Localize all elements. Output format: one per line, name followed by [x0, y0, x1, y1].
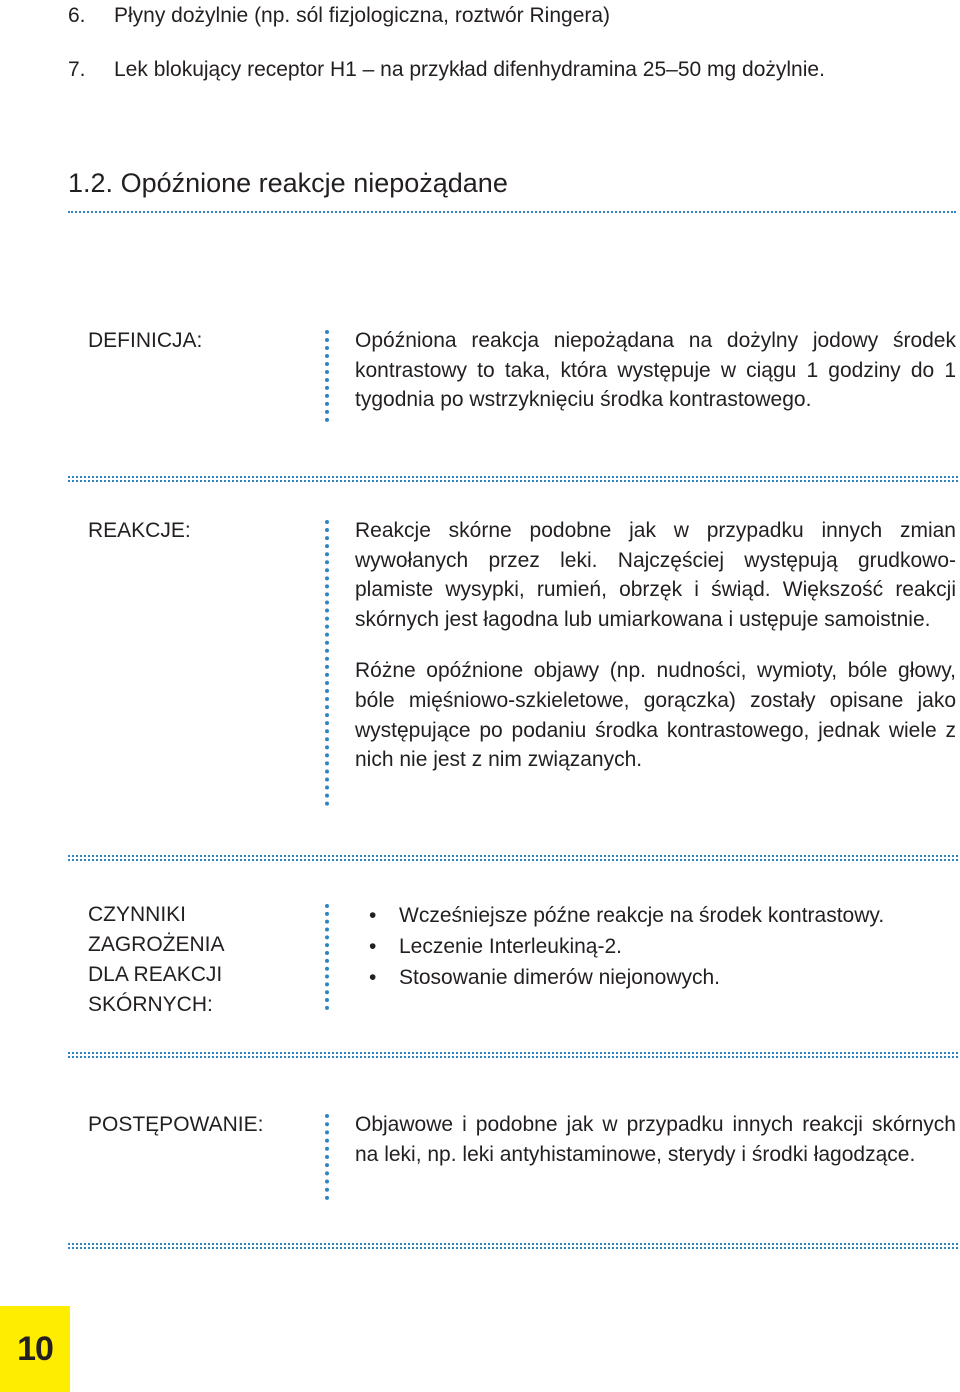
paragraph: Opóźniona reakcja niepożądana na dożylny jodowy środek kontrastowy to taka, która występuje w ciągu 1 godziny do 1 tygodnia po wstrzyknięciu środka kontrastowego. — [355, 329, 956, 412]
section-number: 1.2. — [68, 168, 114, 198]
page-number: 10 — [17, 1329, 53, 1368]
row-separator — [68, 1243, 958, 1249]
list-number: 7. — [68, 58, 86, 81]
bullet-icon: • — [369, 966, 377, 989]
row-separator — [68, 476, 958, 482]
list-item — [68, 56, 825, 84]
row-separator — [68, 1052, 958, 1058]
vertical-divider — [325, 1114, 329, 1200]
row-label-postepowanie: POSTĘPOWANIE: — [88, 1113, 264, 1136]
list-item: • Wcześniejsze późne reakcje na środek kontrastowy. — [355, 900, 884, 931]
row-label-czynniki: CZYNNIKI ZAGROŻENIA DLA REAKCJI SKÓRNYCH: — [88, 903, 225, 1016]
paragraph: Różne opóźnione objawy (np. nudności, wymioty, bóle głowy, bóle mięśniowo-szkieletowe, gorączka) zostały opisane jako występujące po podaniu środka kontrastowego, jednak wiele z nich nie jest z nim związanych. — [355, 659, 956, 772]
vertical-divider — [325, 904, 329, 1010]
row-separator — [68, 855, 958, 861]
page-number-box — [0, 1306, 70, 1392]
row-content-postepowanie — [355, 1110, 956, 1169]
list-number: 6. — [68, 4, 86, 27]
row-label-definicja: DEFINICJA: — [88, 329, 203, 352]
list-item: • Stosowanie dimerów niejonowych. — [355, 962, 884, 993]
bullet-icon: • — [369, 935, 377, 958]
section-title: Opóźnione reakcje niepożądane — [120, 168, 508, 198]
list-text: Lek blokujący receptor H1 – na przykład difenhydramina 25–50 mg dożylnie. — [114, 58, 825, 81]
list-item — [68, 2, 610, 30]
row-content-definicja — [355, 326, 956, 415]
vertical-divider — [325, 330, 329, 422]
row-content-reakcje — [355, 516, 956, 775]
vertical-divider — [325, 520, 329, 806]
section-heading — [68, 166, 508, 200]
list-text: Płyny dożylnie (np. sól fizjologiczna, roztwór Ringera) — [114, 4, 611, 27]
row-label-reakcje: REAKCJE: — [88, 519, 191, 542]
paragraph: Reakcje skórne podobne jak w przypadku innych zmian wywołanych przez leki. Najczęściej występują grudkowo-plamiste wysypki, rumień, obrzęk i świąd. Większość reakcji skórnych jest łagodna lub umiarkowana i ustępuje samoistnie. — [355, 519, 956, 631]
heading-underline — [68, 211, 956, 213]
bullet-icon: • — [369, 904, 377, 927]
risk-factor-list — [355, 900, 884, 993]
paragraph: Objawowe i podobne jak w przypadku innych reakcji skórnych na leki, np. leki antyhistaminowe, sterydy i środki łagodzące. — [355, 1113, 956, 1166]
list-item: • Leczenie Interleukiną-2. — [355, 931, 884, 962]
